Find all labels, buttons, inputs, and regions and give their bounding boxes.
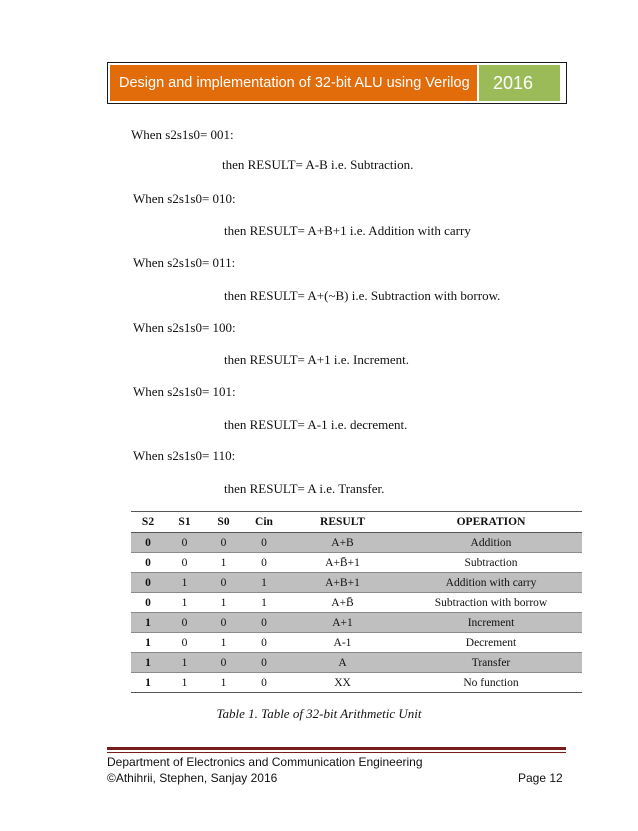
when-line-011: When s2s1s0= 011: [133,255,236,270]
when-line-010: When s2s1s0= 010: [133,191,236,206]
cell-result: A [285,653,400,673]
footer-authors: ©Athihrii, Stephen, Sanjay 2016 [107,771,278,785]
cell-operation: Addition [400,533,582,553]
cell-cin: 0 [243,553,285,573]
header-operation: OPERATION [400,512,582,533]
cell-operation: Increment [400,613,582,633]
table-header-row [131,512,582,533]
cell-cin: 0 [243,633,285,653]
when-line-001: When s2s1s0= 001: [131,127,234,142]
cell-s0: 0 [204,573,243,593]
cell-s1: 0 [165,633,204,653]
table-row [131,633,582,653]
cell-s1: 0 [165,553,204,573]
cell-s1: 1 [165,573,204,593]
cell-s2: 0 [131,533,165,553]
cell-s2: 1 [131,653,165,673]
cell-s2: 1 [131,633,165,653]
cell-operation: Addition with carry [400,573,582,593]
cell-result: A+B̄ [285,593,400,613]
cell-operation: Subtraction [400,553,582,573]
cell-s0: 1 [204,633,243,653]
document-year: 2016 [479,65,560,101]
cell-s2: 1 [131,613,165,633]
cell-cin: 1 [243,593,285,613]
arithmetic-unit-table [131,511,582,693]
table-caption: Table 1. Table of 32-bit Arithmetic Unit [216,706,422,721]
table-row [131,573,582,593]
then-line-101: then RESULT= A-1 i.e. decrement. [224,417,408,432]
cell-result: A+B [285,533,400,553]
when-line-101: When s2s1s0= 101: [133,384,236,399]
cell-result: A+B̄+1 [285,553,400,573]
cell-s2: 0 [131,573,165,593]
cell-operation: Decrement [400,633,582,653]
header-s1: S1 [165,512,204,533]
table-row [131,593,582,613]
cell-s0: 0 [204,653,243,673]
table-row [131,553,582,573]
footer-department: Department of Electronics and Communication Engineering [107,755,423,769]
cell-operation: No function [400,673,582,693]
then-line-011: then RESULT= A+(~B) i.e. Subtraction with borrow. [224,288,501,303]
table-row [131,613,582,633]
table-row [131,673,582,693]
cell-s1: 0 [165,533,204,553]
footer-rule-thin [107,752,566,753]
cell-s1: 1 [165,673,204,693]
cell-cin: 0 [243,613,285,633]
header-result: RESULT [285,512,400,533]
header-s2: S2 [131,512,165,533]
cell-result: A+1 [285,613,400,633]
table-row [131,533,582,553]
then-line-110: then RESULT= A i.e. Transfer. [224,481,385,496]
footer-page-number: Page 12 [518,771,563,785]
footer-rule-thick [107,747,566,750]
then-line-010: then RESULT= A+B+1 i.e. Addition with carry [224,223,471,238]
cell-s2: 0 [131,593,165,613]
cell-s2: 0 [131,553,165,573]
cell-cin: 0 [243,533,285,553]
cell-result: A-1 [285,633,400,653]
cell-s0: 1 [204,553,243,573]
cell-s0: 1 [204,673,243,693]
header-banner [107,62,567,104]
cell-cin: 0 [243,673,285,693]
document-title: Design and implementation of 32-bit ALU using Verilog [110,65,477,101]
then-line-100: then RESULT= A+1 i.e. Increment. [224,352,409,367]
header-s0: S0 [204,512,243,533]
cell-cin: 1 [243,573,285,593]
cell-s2: 1 [131,673,165,693]
when-line-110: When s2s1s0= 110: [133,448,236,463]
cell-s0: 1 [204,593,243,613]
cell-operation: Subtraction with borrow [400,593,582,613]
then-line-001: then RESULT= A-B i.e. Subtraction. [222,157,414,172]
cell-result: A+B+1 [285,573,400,593]
cell-result: XX [285,673,400,693]
when-line-100: When s2s1s0= 100: [133,320,236,335]
cell-s1: 0 [165,613,204,633]
header-cin: Cin [243,512,285,533]
cell-operation: Transfer [400,653,582,673]
cell-cin: 0 [243,653,285,673]
cell-s1: 1 [165,593,204,613]
cell-s0: 0 [204,533,243,553]
cell-s0: 0 [204,613,243,633]
cell-s1: 1 [165,653,204,673]
table-row [131,653,582,673]
